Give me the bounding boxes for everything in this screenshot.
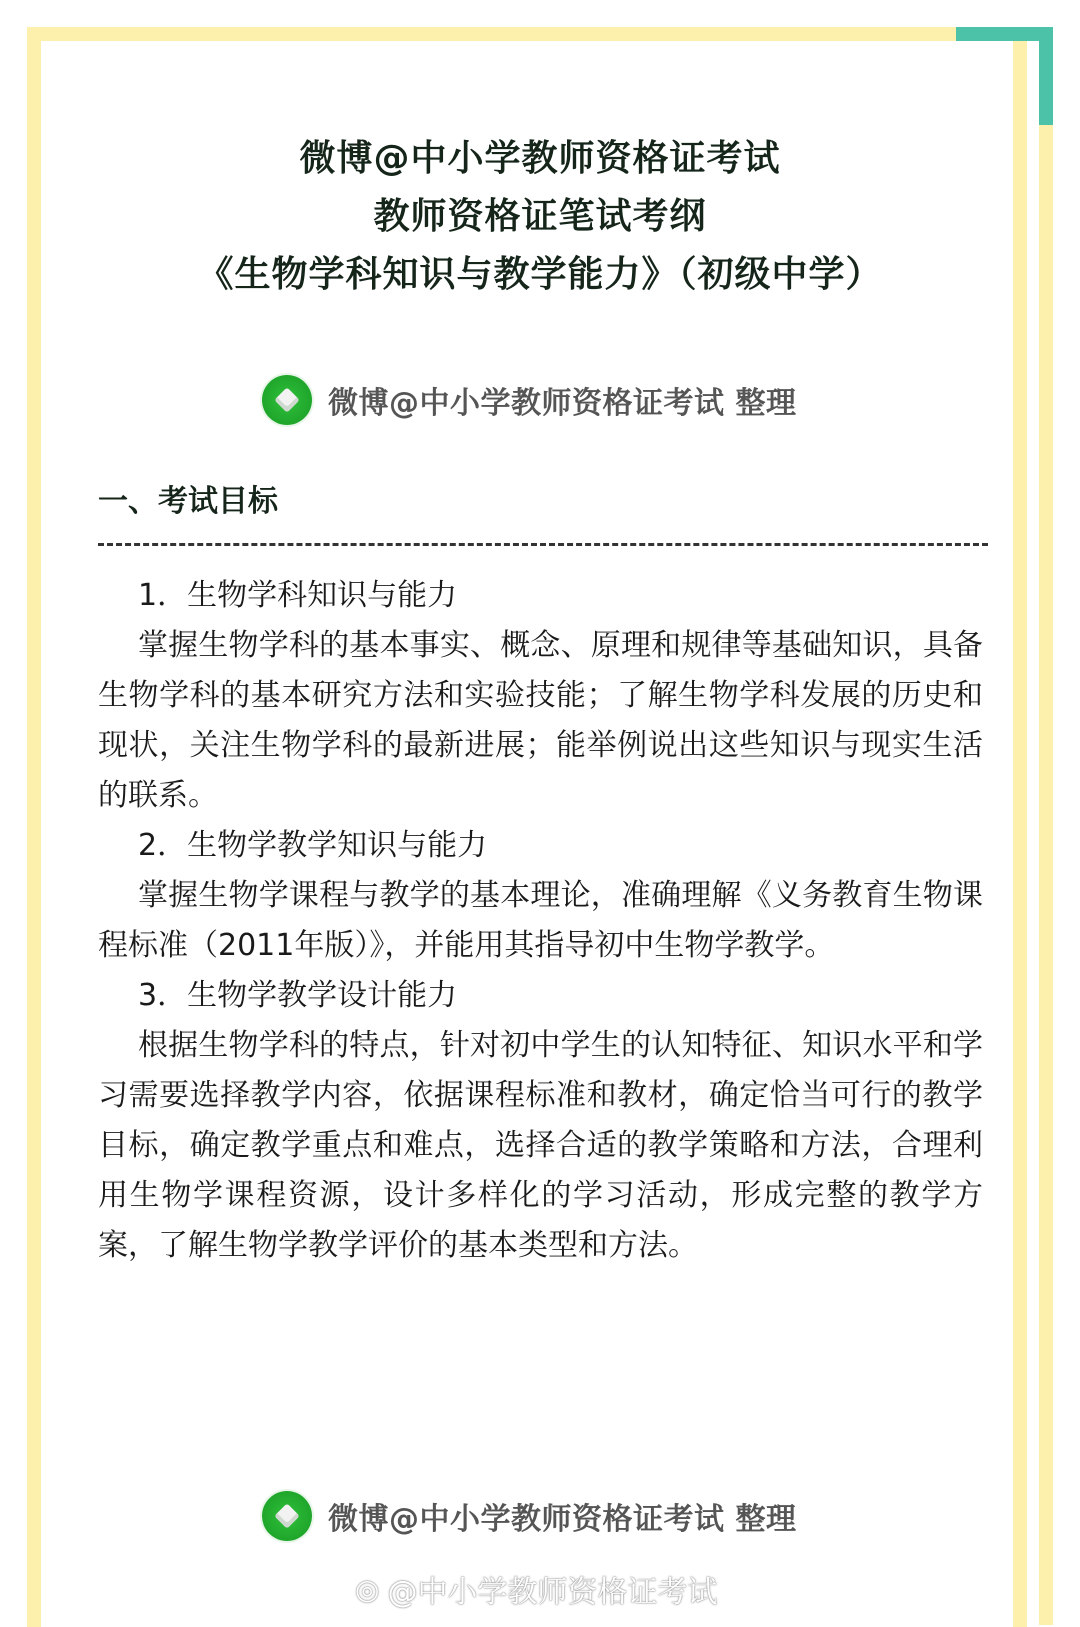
header-title-line2: 教师资格证笔试考纲 [373,196,707,237]
credit-top [262,374,796,426]
credit-text: 微博@中小学教师资格证考试 整理 [328,1502,797,1537]
section-body [98,571,983,1271]
weibo-logo-icon: ◎ [355,1572,380,1606]
green-cube-badge-icon [262,1491,312,1541]
header-title-line3: 《生物学科知识与教学能力》（初级中学） [197,254,883,295]
green-cube-badge-icon [262,375,312,425]
dashed-divider [98,543,988,546]
corner-accent-right [1039,27,1053,125]
item-body: 根据生物学科的特点，针对初中学生的认知特征、知识水平和学习需要选择教学内容，依据课程标准和教材，确定恰当可行的教学目标，确定教学重点和难点，选择合适的教学策略和方法，合理利用生物学课程资源，设计多样化的学习活动，形成完整的教学方案，了解生物学教学评价的基本类型和方法。 [98,1028,983,1263]
item-body: 掌握生物学课程与教学的基本理论，准确理解《义务教育生物课程标准（2011年版）》，并能用其指导初中生物学教学。 [98,878,983,963]
watermark [355,1567,717,1611]
item-body: 掌握生物学科的基本事实、概念、原理和规律等基础知识，具备生物学科的基本研究方法和实验技能；了解生物学科发展的历史和现状，关注生物学科的最新进展；能举例说出这些知识与现实生活的联系。 [98,628,983,813]
item-title: 1．生物学科知识与能力 [138,578,458,613]
decorative-frame-right [1039,125,1053,1625]
credit-text: 微博@中小学教师资格证考试 整理 [328,386,797,421]
watermark-text: @中小学教师资格证考试 [387,1575,718,1610]
section-heading: 一、考试目标 [98,484,278,519]
item-title: 3．生物学教学设计能力 [138,978,458,1013]
item-title: 2．生物学教学知识与能力 [138,828,488,863]
header-title-line1: 微博@中小学教师资格证考试 [299,138,781,179]
credit-bottom [262,1490,796,1542]
